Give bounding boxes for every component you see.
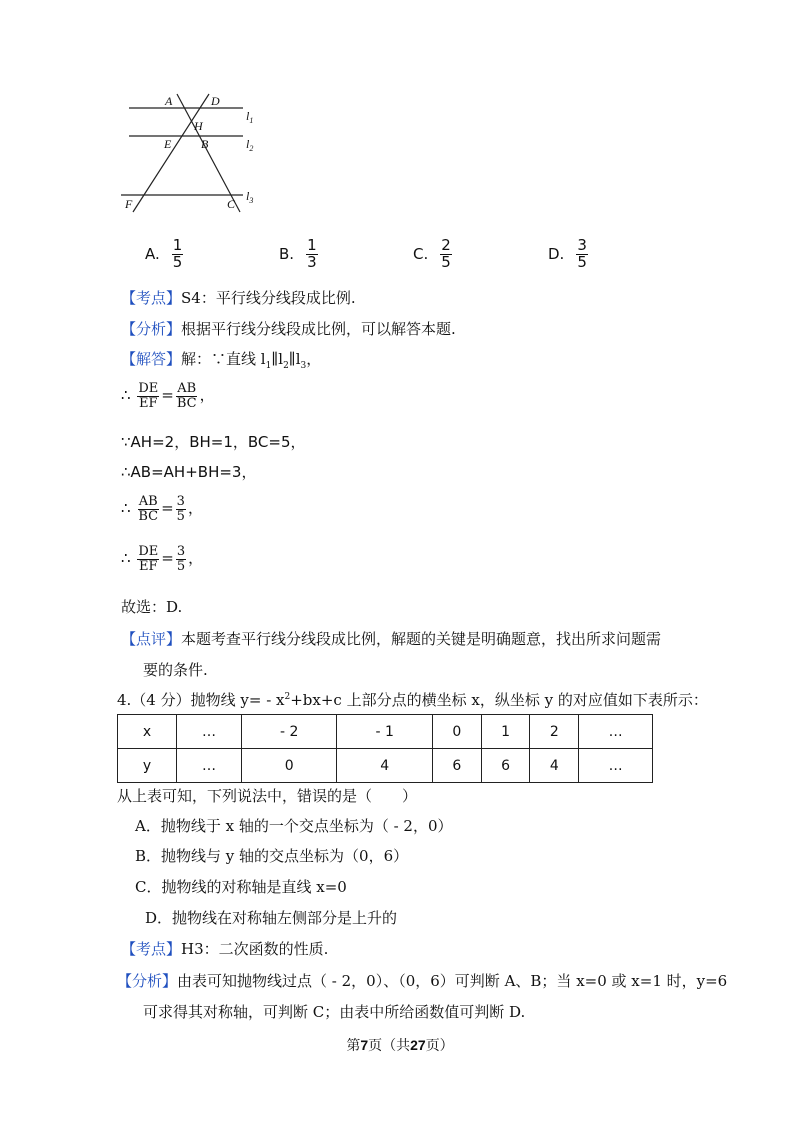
page-number: 7 [360, 1037, 369, 1053]
fenxi-tag: 【分析】 [121, 320, 182, 338]
option-fraction: $\frac{1}{3}$ [307, 236, 317, 271]
option-fraction: $\frac{1}{5}$ [172, 236, 183, 271]
option-a [145, 238, 185, 271]
label-E: E [164, 137, 172, 151]
option-c [413, 238, 454, 271]
equals: = [161, 386, 174, 405]
page-total: 27 [410, 1037, 426, 1053]
q3-step1 [121, 382, 215, 410]
fraction-3-5: $\frac{3}{5}$ [176, 494, 185, 524]
subscript: 1 [265, 361, 272, 371]
jieda-text: 解：∵直线 l [181, 350, 266, 368]
option-b [279, 238, 320, 271]
q4-stem: 4.（4 分）抛物线 $y= - x^2+bx+c$ 上部分点的横坐标 x，纵坐标 y 的对应值如下表所示： [117, 691, 708, 709]
q4-fenxi-cont: 可求得其对称轴，可判断 C；由表中所给函数值可判断 D. [143, 1003, 526, 1021]
q4-kaodian [121, 938, 328, 959]
table-cell: 4 [337, 749, 432, 783]
fenxi-tag: 【分析】 [117, 972, 178, 990]
label-B: B [201, 137, 209, 151]
table-row [118, 749, 653, 783]
equals: = [161, 499, 174, 518]
option-d [548, 238, 590, 271]
dianping-text: 本题考查平行线分线段成比例，解题的关键是明确题意，找出所求问题需 [181, 630, 662, 648]
therefore-symbol: ∴ [121, 499, 131, 518]
therefore-symbol: ∴ [121, 549, 131, 568]
q3-dianping-cont: 要的条件. [143, 661, 208, 679]
table-cell: 6 [432, 749, 481, 783]
table-cell: 1 [481, 715, 530, 749]
q3-answer: 故选：D. [121, 598, 183, 616]
dianping-tag: 【点评】 [121, 630, 182, 648]
table-cell: 2 [530, 715, 579, 749]
table-cell: - 1 [337, 715, 432, 749]
q4-choice-c: C．抛物线的对称轴是直线 x=0 [135, 878, 347, 896]
table-cell: 0 [242, 749, 337, 783]
table-cell: … [579, 715, 653, 749]
label-H: H [194, 119, 203, 133]
table-cell: 4 [530, 749, 579, 783]
jieda-tag: 【解答】 [121, 350, 182, 368]
label-C: C [227, 197, 236, 211]
table-cell: x [118, 715, 177, 749]
punctuation: ， [188, 549, 204, 568]
q4-choice-b: B．抛物线与 y 轴的交点坐标为（0，6） [135, 847, 409, 865]
option-fraction: $\frac{3}{5}$ [577, 236, 587, 271]
label-l1: $l_1$ [246, 109, 254, 125]
option-letter: A. [145, 245, 160, 264]
punctuation: ， [306, 350, 322, 368]
q3-step2: ∵AH=2，BH=1，BC=5， [121, 433, 306, 451]
table-row [118, 715, 653, 749]
table-cell: … [177, 715, 242, 749]
q3-jieda [121, 348, 321, 371]
table-cell: - 2 [242, 715, 337, 749]
table-cell: 0 [432, 715, 481, 749]
fraction-de-ef: $\frac{DE}{EF}$ [138, 544, 159, 574]
label-l2: $l_2$ [246, 137, 254, 153]
label-l3: $l_3$ [246, 189, 254, 205]
q3-kaodian [121, 287, 356, 308]
punctuation: ， [199, 386, 215, 405]
fraction-de-ef: $\frac{DE}{EF}$ [138, 381, 159, 411]
page-footer: 第7页（共27页） [346, 1037, 454, 1054]
q4-choice-d: D．抛物线在对称轴左侧部分是上升的 [145, 909, 398, 927]
label-F: F [125, 197, 133, 211]
parallel-lines-figure [115, 90, 265, 215]
q3-step3: ∴AB=AH+BH=3， [121, 463, 257, 481]
fraction-ab-bc: $\frac{AB}{BC}$ [176, 381, 197, 411]
table-cell: … [177, 749, 242, 783]
table-cell: 6 [481, 749, 530, 783]
transversal-dc [177, 94, 240, 212]
q4-fenxi [117, 970, 727, 991]
subscript: 2 [283, 361, 289, 371]
table-cell: y [118, 749, 177, 783]
q3-step5 [121, 545, 203, 573]
fenxi-text: 由表可知抛物线过点（ - 2，0）、（0，6）可判断 A、B；当 x=0 或 x=1 时，y=6 [177, 972, 728, 990]
q4-question: 从上表可知，下列说法中，错误的是（ ） [117, 787, 418, 805]
therefore-symbol: ∴ [121, 386, 131, 405]
kaodian-text: H3：二次函数的性质. [181, 940, 329, 958]
option-letter: D. [548, 245, 565, 264]
option-letter: B. [279, 245, 295, 264]
kaodian-tag: 【考点】 [121, 940, 182, 958]
kaodian-text: S4：平行线分线段成比例. [181, 289, 356, 307]
subscript: 3 [300, 361, 307, 371]
fenxi-text: 根据平行线分线段成比例，可以解答本题. [181, 320, 456, 338]
fraction-3-5: $\frac{3}{5}$ [176, 544, 186, 574]
q4-choice-a: A．抛物线于 x 轴的一个交点坐标为（ - 2，0） [135, 817, 453, 835]
q3-dianping [121, 628, 661, 649]
table-cell: … [579, 749, 653, 783]
q3-fenxi [121, 318, 456, 339]
label-D: D [211, 94, 220, 108]
fraction-ab-bc: $\frac{AB}{BC}$ [138, 494, 159, 524]
transversal-af [133, 94, 209, 212]
option-letter: C. [413, 245, 429, 264]
label-A: A [165, 94, 173, 108]
parallel-symbol: ∥l [288, 350, 301, 368]
option-fraction: $\frac{2}{5}$ [441, 236, 451, 271]
value-table [117, 714, 653, 783]
equals: = [161, 549, 174, 568]
kaodian-tag: 【考点】 [121, 289, 182, 307]
punctuation: ， [187, 499, 203, 518]
q3-step4 [121, 495, 203, 523]
parallel-symbol: ∥l [271, 350, 284, 368]
